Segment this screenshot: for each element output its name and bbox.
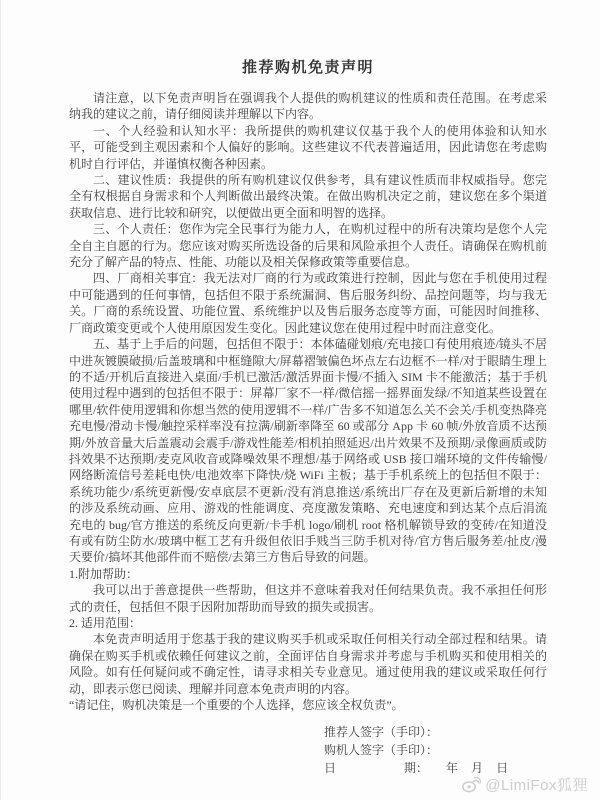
paragraph: 本免责声明适用于您基于我的建议购买手机或采取任何相关行动全部过程和结果。请确保在购买手机或依赖任何建议之前，全面评估自身需求并考虑与手机购买和使用相关的风险。如有任何疑问或不确定性，请寻求相关专业意见。通过使用我的建议或采取任何行动，即表示您已阅读、理解并同意本免责声明的内容。	[69, 632, 547, 696]
paragraph: 我可以出于善意提供一些帮助，但这并不意味着我对任何结果负责。我不承担任何形式的责任，包括但不限于因附加帮助而导致的损失或损害。	[69, 583, 547, 614]
paragraph: 2. 适用范围：	[69, 616, 142, 630]
month-label: 月	[471, 761, 484, 776]
paragraph: 1.附加帮助：	[69, 566, 139, 581]
recommender-signature-line: 推荐人签字（手印）：	[324, 725, 439, 740]
day-label: 日	[496, 761, 509, 776]
year-label: 年	[446, 761, 459, 776]
buyer-signature-line: 购机人签字（手印）：	[324, 743, 439, 758]
watermark-text: @LimiFox狐狸	[485, 777, 588, 794]
paragraph: 二、建议性质：我提供的所有购机建议仅供参考，具有建议性质而非权威指导。您完全有权根据自身需求和个人判断做出最终决策。在做出购机决定之前，建议您在多个渠道获取信息、进行比较和研究，以便做出更全面和明智的选择。	[69, 173, 547, 220]
document-title: 推荐购机免责声明	[241, 60, 374, 76]
signature-block	[324, 724, 547, 777]
weibo-icon	[461, 776, 481, 793]
date-word-first-char: 日	[324, 761, 337, 776]
paragraph: 请注意，以下免责声明旨在强调我个人提供的购机建议的性质和责任范围。在考虑采纳我的建议之前，请仔细阅读并理解以下内容。	[69, 91, 547, 122]
paragraph: “请记住，购机决策是一个重要的个人选择，您应该全权负责”。	[69, 698, 404, 713]
paragraph: 三、个人责任：您作为完全民事行为能力人，在购机过程中的所有决策均是您个人完全自主自愿的行为。您应该对购买所选设备的后果和风险承担个人责任。请确保在购机前充分了解产品的特点、性能、功能以及相关保修政策等重要信息。	[69, 222, 547, 270]
document-content	[69, 56, 547, 778]
document-body	[69, 90, 547, 713]
paragraph: 五、基于上手后的问题，包括但不限于：本体磕碰划痕/充电接口有使用痕迹/镜头不居中进灰镀膜破损/后盖玻璃和中框缝隙大/屏幕褶皱偏色坏点左右边框不一样/对于眼睛生理上的不适/开机后直接进入桌面/手机已激活/激活界面卡慢/不插入 SIM 卡不能激活；基于手机使用过程中遇到的包括但不限于：屏幕厂家不一样/微信摇一摇界面发绿/不知道某些设置在哪里/软件使用逻辑和你想当然的使用逻辑不一样/广告多不知道怎么关不会关/手机变热降亮充电慢/滑动卡慢/触控采样率没有拉满/刷新率降至 60 或部分 App 卡 60 帧/外放音质不达预期/外放音量大后盖震动会震手/游戏性能差/相机拍照延迟/出片效果不及预期/录像画质或防抖效果不达预期/麦克风收音或降噪效果不理想/基于网络或 USB 接口端环境的文件传输慢/网络断流信号差耗电快/电池效率下降快/烧 WiFi 主板；基于手机系统上的包括但不限于：系统功能少/系统更新慢/安卓底层不更新/没有消息推送/系统出厂存在及更新后新增的未知的涉及系统动画、应用、游戏的性能调度、亮度激发策略、充电速度和到达某个点后涓流充电的 bug/官方推送的系统反向更新/卡手机 logo/刷机 root 格机解锁导致的变砖/在知道没有或有防尘防水/玻璃中框工艺有升级但依旧手贱当三防手机对待/官方售后服务差/扯皮/漫天要价/搞坏其他部件而不赔偿/去第三方售后导致的问题。	[69, 337, 548, 565]
watermark	[461, 774, 588, 795]
date-word-second-char: 期：	[404, 761, 429, 776]
paragraph: 一、个人经验和认知水平：我所提供的购机建议仅基于我个人的使用体验和认知水平，可能受到主观因素和个人偏好的影响。这些建议不代表普遍适用，因此请您在考虑购机时自行评估，并谨慎权衡各种因素。	[69, 123, 547, 171]
paragraph: 四、厂商相关事宜：我无法对厂商的行为或政策进行控制，因此与您在手机使用过程中可能遇到的任何事情，包括但不限于系统漏洞、售后服务纠纷、品控问题等，均与我无关。厂商的系统设置、功能位置、系统维护以及售后服务态度等方面，可能因时间推移、厂商政策变更或个人使用原因发生变化。因此建议您在使用过程中时而注意变化。	[69, 271, 547, 335]
